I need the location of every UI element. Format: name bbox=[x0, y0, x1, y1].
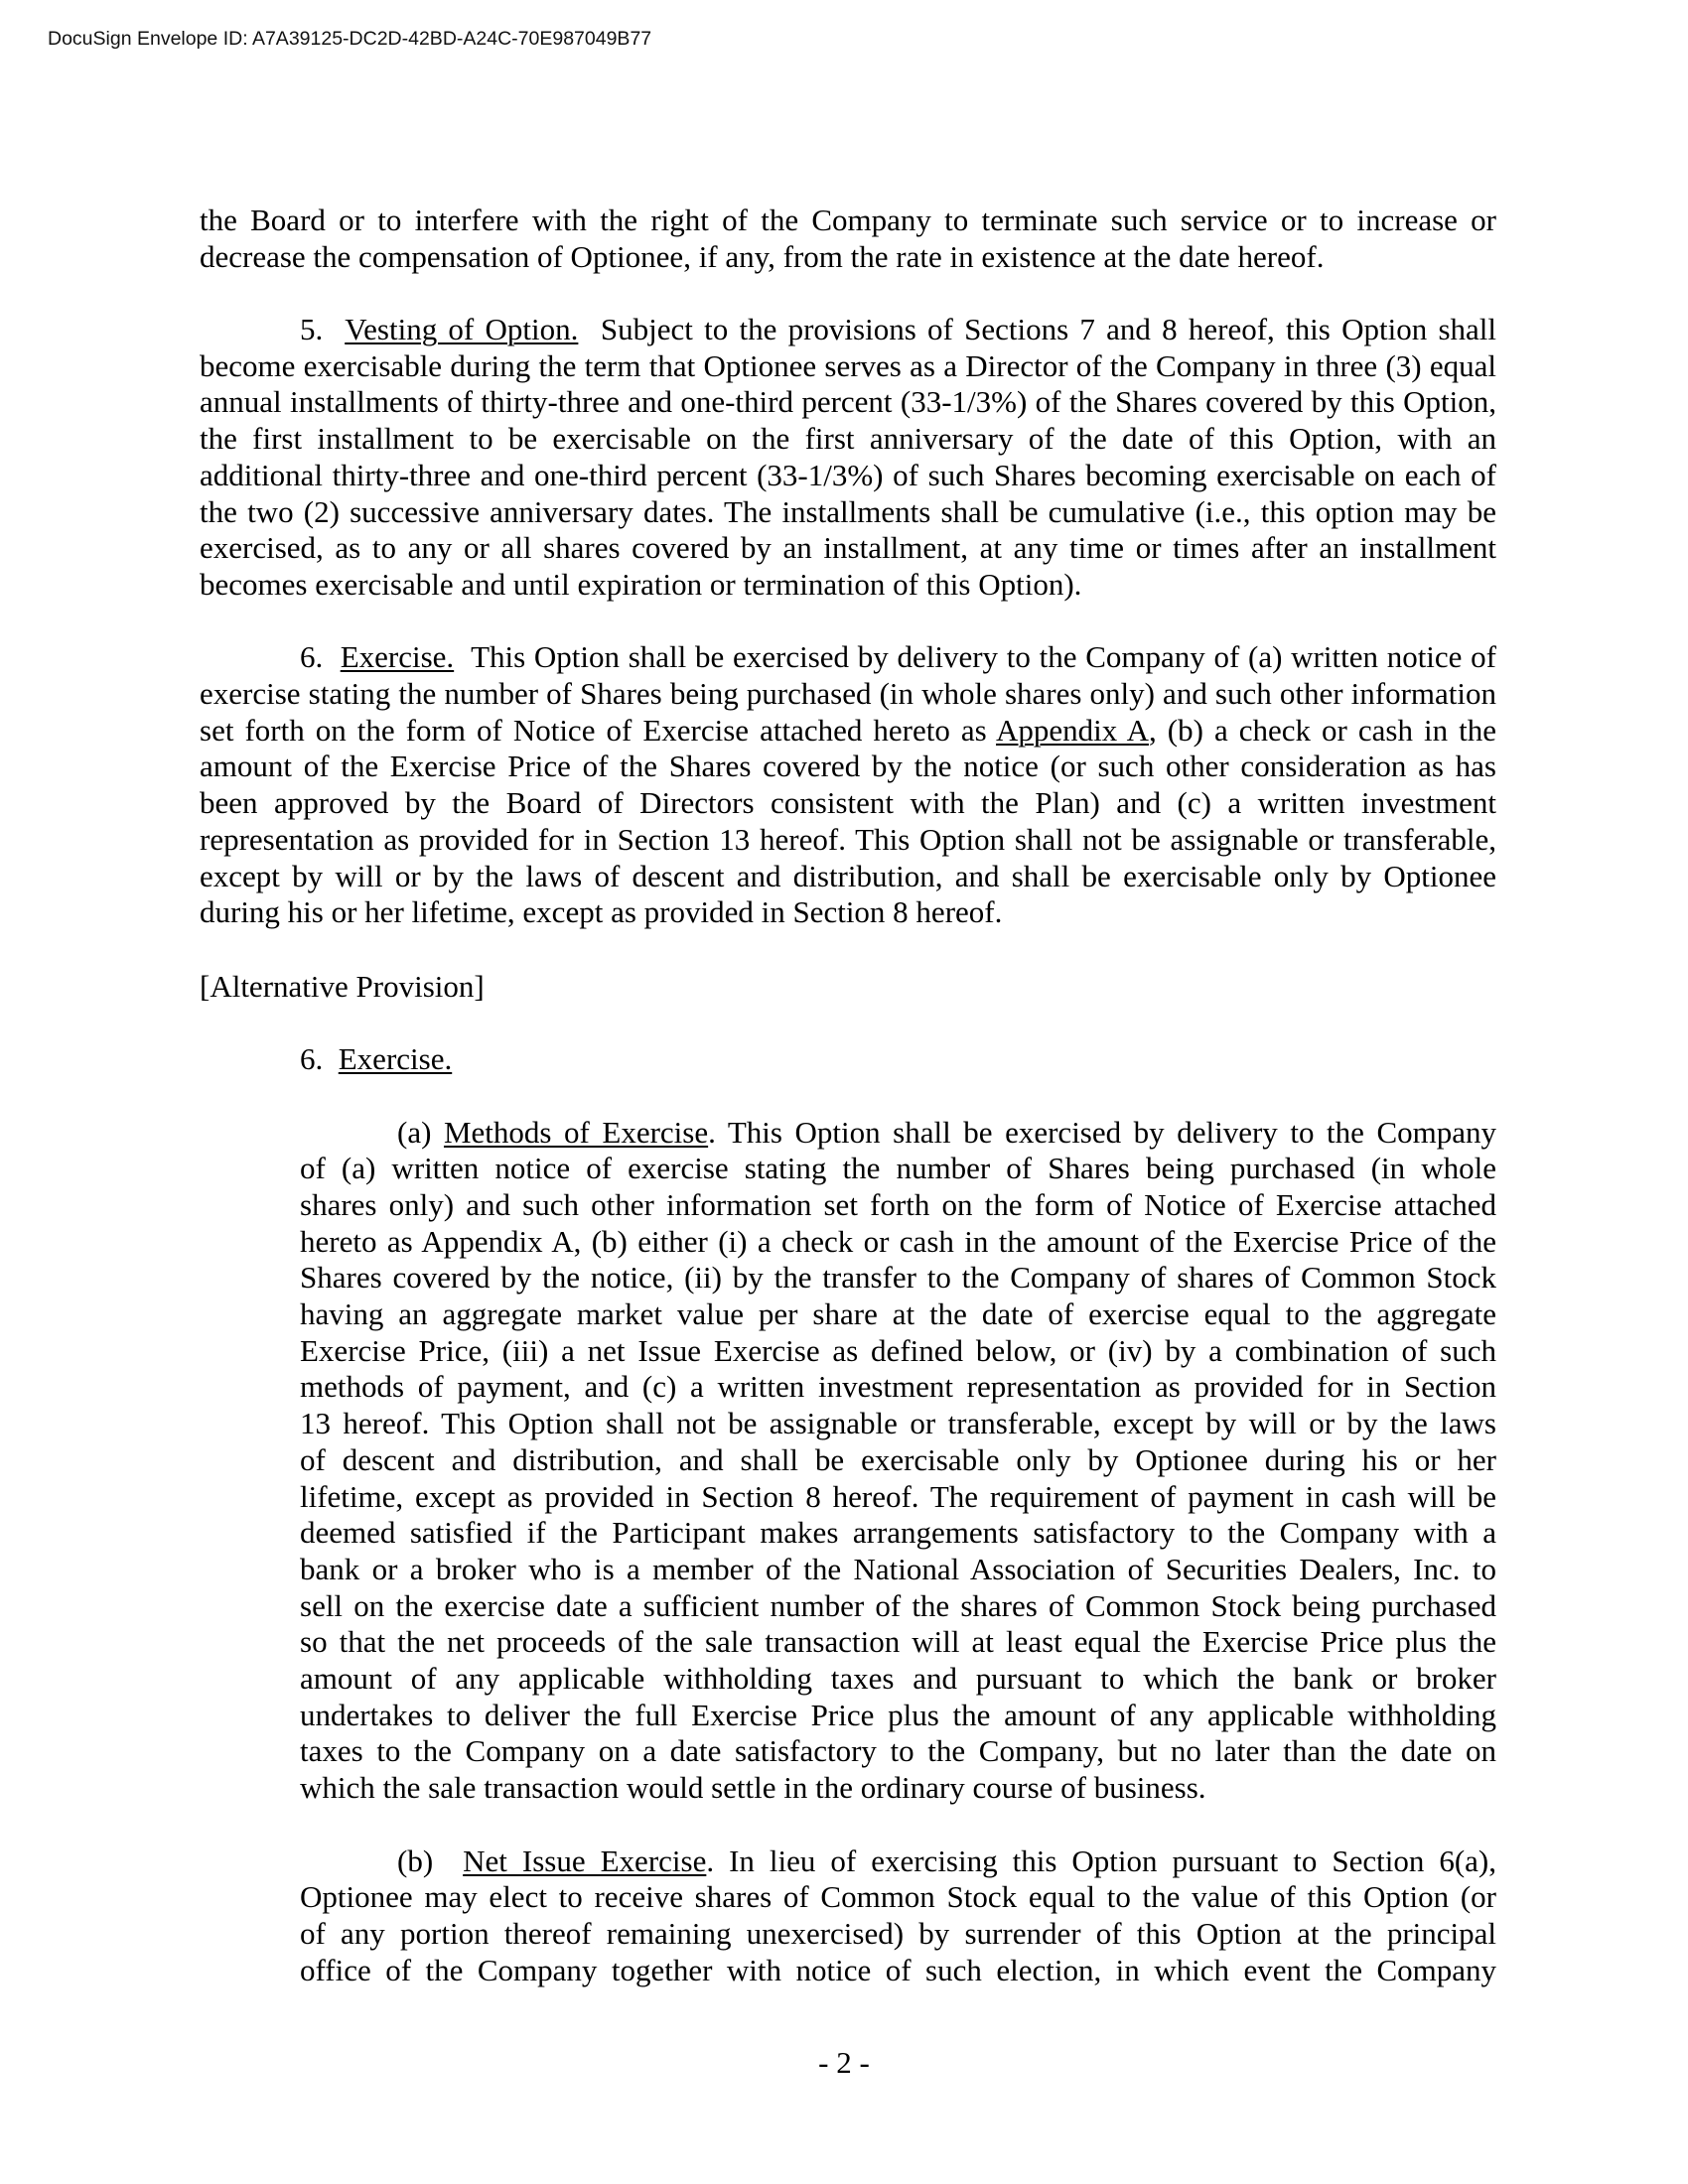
line-text: set forth on the form of Notice of Exercise attached hereto as bbox=[200, 712, 987, 748]
appendix-a-reference: Appendix A bbox=[996, 712, 1149, 748]
paragraph-line: the Board or to interfere with the right of the Company to terminate such service or to increase or bbox=[200, 203, 1496, 237]
paragraph-line: additional thirty-three and one-third percent (33-1/3%) of such Shares becoming exercisable on each of bbox=[200, 457, 1496, 492]
paragraph-line: the two (2) successive anniversary dates. The installments shall be cumulative (i.e., this option may be bbox=[200, 493, 1496, 529]
paragraph-line: amount of any applicable withholding taxes and pursuant to which the bank or broker bbox=[300, 1661, 1496, 1696]
section-number: 5. bbox=[300, 312, 324, 346]
paragraph-line: methods of payment, and (c) a written investment representation as provided for in Section bbox=[300, 1369, 1496, 1405]
paragraph-line: Shares covered by the notice, (ii) by the transfer to the Company of shares of Common Stock bbox=[300, 1260, 1496, 1296]
subsection-title-methods: Methods of Exercise bbox=[443, 1114, 709, 1150]
paragraph-line: which the sale transaction would settle in the ordinary course of business. bbox=[300, 1770, 1206, 1806]
paragraph-line: exercise stating the number of Shares being purchased (in whole shares only) and such other information bbox=[200, 676, 1496, 711]
section-number: 6. bbox=[300, 639, 324, 675]
paragraph-line: the first installment to be exercisable on the first anniversary of the date of this Option, with an bbox=[200, 421, 1496, 457]
paragraph-line: lifetime, except as provided in Section 8 hereof. The requirement of payment in cash will be bbox=[300, 1478, 1496, 1514]
subsection-a-heading-line bbox=[397, 1115, 1496, 1152]
section-text: . In lieu of exercising this Option pursuant to Section 6(a), bbox=[706, 1843, 1497, 1878]
docusign-envelope-id: DocuSign Envelope ID: A7A39125-DC2D-42BD-A24C-70E987049B77 bbox=[48, 28, 652, 50]
paragraph-line: of descent and distribution, and shall be exercisable only by Optionee during his or her bbox=[300, 1441, 1496, 1477]
paragraph-line: deemed satisfied if the Participant makes arrangements satisfactory to the Company with a bbox=[300, 1515, 1496, 1551]
paragraph-line: sell on the exercise date a sufficient number of the shares of Common Stock being purchased bbox=[300, 1587, 1496, 1623]
paragraph-line: so that the net proceeds of the sale transaction will at least equal the Exercise Price plus the bbox=[300, 1624, 1496, 1660]
section-title-exercise: Exercise. bbox=[338, 1041, 453, 1076]
paragraph-line bbox=[200, 713, 1496, 750]
subsection-title-net-issue: Net Issue Exercise bbox=[463, 1843, 707, 1878]
section-text: This Option shall be exercised by delivery to the Company of (a) written notice of bbox=[471, 639, 1496, 675]
paragraph-line: office of the Company together with notice of such election, in which event the Company bbox=[300, 1952, 1496, 1987]
page-number: - 2 - bbox=[818, 2045, 870, 2080]
line-text: , (b) a check or cash in the bbox=[1148, 712, 1497, 748]
paragraph-line: undertakes to deliver the full Exercise Price plus the amount of any applicable withholding bbox=[300, 1697, 1496, 1732]
alt-section-6-heading bbox=[300, 1041, 1496, 1078]
section-text: Subject to the provisions of Sections 7 and 8 hereof, this Option shall bbox=[600, 312, 1496, 346]
section-title-exercise: Exercise. bbox=[340, 639, 455, 675]
section-5-heading-line bbox=[300, 312, 1496, 348]
paragraph-line: having an aggregate market value per share at the date of exercise equal to the aggregate bbox=[300, 1297, 1496, 1331]
paragraph-line: during his or her lifetime, except as provided in Section 8 hereof. bbox=[200, 894, 1003, 930]
paragraph-line: 13 hereof. This Option shall not be assignable or transferable, except by will or by the laws bbox=[300, 1406, 1496, 1441]
subsection-label: (b) bbox=[397, 1843, 434, 1878]
paragraph-line: of any portion thereof remaining unexercised) by surrender of this Option at the principal bbox=[300, 1915, 1496, 1951]
paragraph-line: been approved by the Board of Directors consistent with the Plan) and (c) a written investment bbox=[200, 785, 1496, 821]
paragraph-line: of (a) written notice of exercise stating the number of Shares being purchased (in whole bbox=[300, 1151, 1496, 1186]
section-title-vesting: Vesting of Option. bbox=[345, 312, 579, 346]
subsection-b-heading-line bbox=[397, 1843, 1496, 1880]
alternative-provision-label: [Alternative Provision] bbox=[200, 968, 485, 1004]
paragraph-line: taxes to the Company on a date satisfactory to the Company, but no later than the date on bbox=[300, 1733, 1496, 1769]
paragraph-line: decrease the compensation of Optionee, if any, from the rate in existence at the date hereof. bbox=[200, 238, 1325, 274]
section-number: 6. bbox=[300, 1041, 324, 1076]
paragraph-line: except by will or by the laws of descent and distribution, and shall be exercisable only by Optionee bbox=[200, 858, 1496, 893]
paragraph-line: Optionee may elect to receive shares of Common Stock equal to the value of this Option (or bbox=[300, 1879, 1496, 1915]
paragraph-line: representation as provided for in Section 13 hereof. This Option shall not be assignable or transferable, bbox=[200, 821, 1496, 857]
paragraph-line: bank or a broker who is a member of the National Association of Securities Dealers, Inc. to bbox=[300, 1551, 1496, 1586]
section-6-heading-line bbox=[300, 639, 1496, 676]
paragraph-line: exercised, as to any or all shares covered by an installment, at any time or times after an installment bbox=[200, 530, 1496, 566]
paragraph-line: annual installments of thirty-three and one-third percent (33-1/3%) of the Shares covered by this Option, bbox=[200, 384, 1496, 420]
paragraph-line: Exercise Price, (iii) a net Issue Exercise as defined below, or (iv) by a combination of such bbox=[300, 1332, 1496, 1368]
paragraph-line: shares only) and such other information set forth on the form of Notice of Exercise attached bbox=[300, 1186, 1496, 1222]
subsection-label: (a) bbox=[397, 1114, 432, 1150]
paragraph-line: hereto as Appendix A, (b) either (i) a check or cash in the amount of the Exercise Price of the bbox=[300, 1223, 1496, 1259]
paragraph-line: become exercisable during the term that Optionee serves as a Director of the Company in three (3) equal bbox=[200, 347, 1496, 383]
paragraph-line: amount of the Exercise Price of the Shares covered by the notice (or such other consideration as has bbox=[200, 749, 1496, 784]
section-text: . This Option shall be exercised by delivery to the Company bbox=[708, 1114, 1496, 1150]
paragraph-line: becomes exercisable and until expiration or termination of this Option). bbox=[200, 566, 1082, 602]
